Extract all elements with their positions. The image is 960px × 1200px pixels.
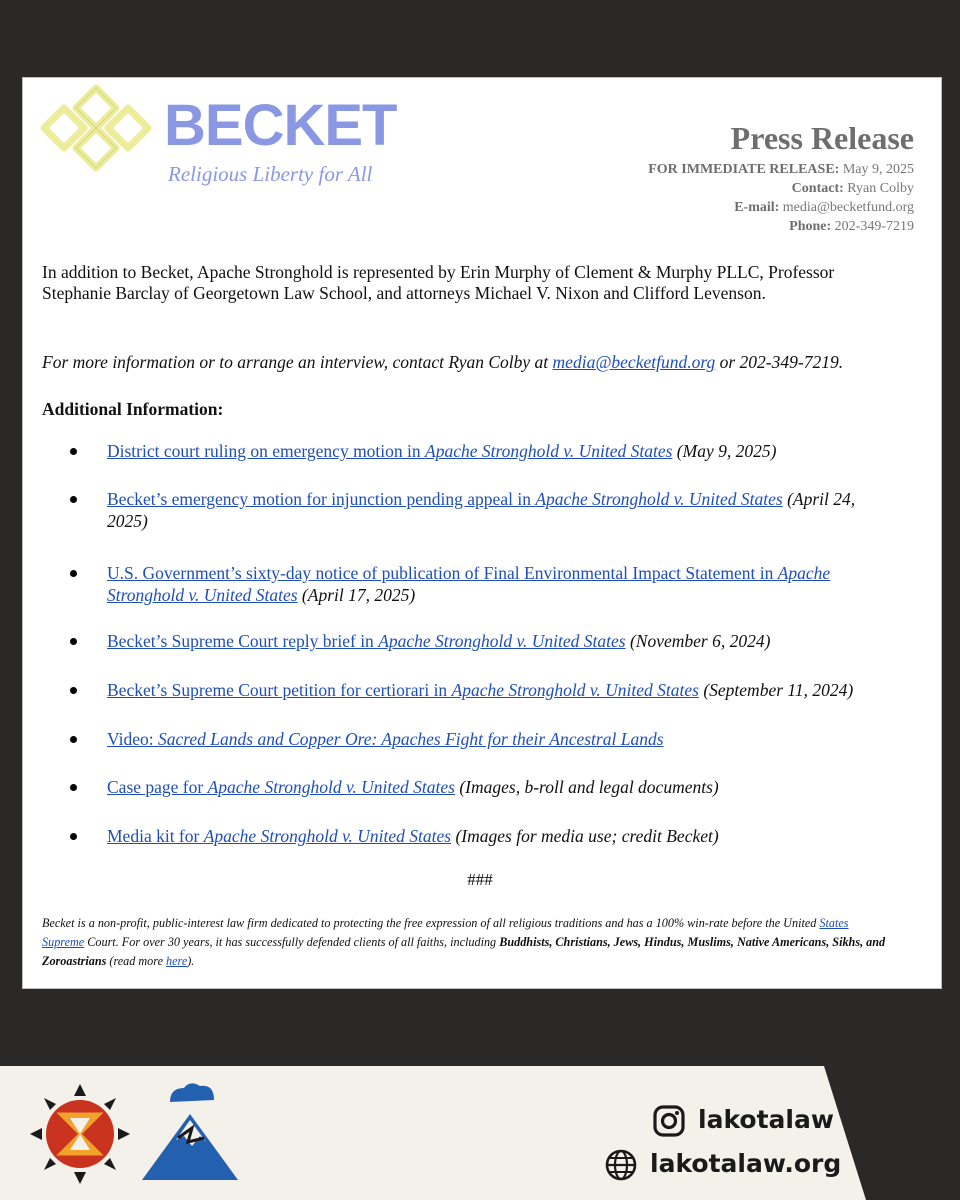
supreme-court-link[interactable]: States Supreme xyxy=(42,916,849,949)
bullet-icon xyxy=(70,833,77,840)
list-item: Becket’s Supreme Court reply brief in Apache Stronghold v. United States (November 6, 2024) xyxy=(70,630,890,652)
email-label: E-mail: xyxy=(734,200,780,215)
contact-email: media@becketfund.org xyxy=(782,200,914,215)
contact-text-pre: For more information or to arrange an interview, contact Ryan Colby at xyxy=(42,352,553,372)
becket-knot-logo-icon xyxy=(40,84,152,172)
representation-paragraph: In addition to Becket, Apache Stronghold is represented by Erin Murphy of Clement & Murphy PLLC, Professor Stephanie Barclay of Georgetown Law School, and attorneys Michael V. Nixon and Clifford Levenson. xyxy=(42,262,835,303)
list-item: District court ruling on emergency motion in Apache Stronghold v. United States (May 9, 2025) xyxy=(70,440,890,462)
website-link[interactable]: lakotalaw.org xyxy=(650,1149,842,1178)
contact-phone: 202-349-7219 xyxy=(834,219,914,234)
release-date: May 9, 2025 xyxy=(842,162,914,177)
list-item: Becket’s Supreme Court petition for certiorari in Apache Stronghold v. United States (September 11, 2024) xyxy=(70,679,890,701)
resource-link[interactable]: Becket’s Supreme Court petition for certiorari in Apache Stronghold v. United States xyxy=(107,680,699,700)
list-item: Media kit for Apache Stronghold v. United States (Images for media use; credit Becket) xyxy=(70,825,890,847)
read-more-link[interactable]: here xyxy=(166,954,188,968)
bullet-icon xyxy=(70,736,77,743)
additional-info-heading: Additional Information: xyxy=(42,399,224,419)
becket-wordmark: BECKET xyxy=(164,93,397,158)
press-release-meta xyxy=(648,160,914,236)
list-item xyxy=(70,728,890,750)
bullet-icon xyxy=(70,638,77,645)
contact-text-post: or 202-349-7219. xyxy=(715,352,844,372)
resource-link[interactable]: Becket’s emergency motion for injunction pending appeal in Apache Stronghold v. United States xyxy=(107,489,783,509)
bullet-icon xyxy=(70,448,77,455)
bullet-icon xyxy=(70,570,77,577)
resource-link[interactable]: Video: Sacred Lands and Copper Ore: Apaches Fight for their Ancestral Lands xyxy=(107,729,664,749)
bullet-icon xyxy=(70,496,77,503)
resource-link[interactable]: U.S. Government’s sixty-day notice of publication of Final Environmental Impact Statement in Apache Stronghold v. United States xyxy=(107,563,831,605)
phone-label: Phone: xyxy=(789,219,832,234)
corner-accent xyxy=(824,1066,960,1200)
contact-paragraph xyxy=(42,352,902,373)
mountain-cloud-icon xyxy=(140,1080,240,1182)
globe-icon xyxy=(604,1148,638,1182)
instagram-handle[interactable]: lakotalaw xyxy=(698,1105,834,1134)
becket-tagline: Religious Liberty for All xyxy=(168,162,373,186)
resource-link[interactable]: Media kit for Apache Stronghold v. United States xyxy=(107,826,452,846)
list-item: U.S. Government’s sixty-day notice of publication of Final Environmental Impact Statement in Apache Stronghold v. United States (April 17, 2025) xyxy=(70,562,890,606)
press-release-title: Press Release xyxy=(730,120,914,156)
end-marker: ### xyxy=(467,870,493,889)
sun-emblem-icon xyxy=(26,1080,134,1188)
instagram-icon xyxy=(652,1104,686,1138)
bullet-icon xyxy=(70,687,77,694)
contact-name: Ryan Colby xyxy=(847,181,914,196)
contact-label: Contact: xyxy=(791,181,844,196)
bullet-icon xyxy=(70,784,77,791)
faiths-list: Buddhists, Christians, Jews, Hindus, Muslims, Native Americans, Sikhs, and Zoroastrians xyxy=(42,935,886,968)
resource-link[interactable]: Case page for Apache Stronghold v. United States xyxy=(107,777,455,797)
becket-about-note: Becket is a non-profit, public-interest law firm dedicated to protecting the free expression of all religious traditions and has a 100% win-rate before the United States Supreme Court. For over 30 years, it has successfully defended clients of all faiths, including Buddhists, Christians, Jews, Hindus, Muslims, Native Americans, Sikhs, and Zoroastrians (read more here). xyxy=(42,916,886,968)
list-item: Becket’s emergency motion for injunction pending appeal in Apache Stronghold v. United States (April 24, 2025) xyxy=(70,488,890,532)
resource-link[interactable]: Becket’s Supreme Court reply brief in Apache Stronghold v. United States xyxy=(107,631,626,651)
resource-link[interactable]: District court ruling on emergency motion in Apache Stronghold v. United States xyxy=(107,441,673,461)
release-label: FOR IMMEDIATE RELEASE: xyxy=(648,162,840,177)
list-item: Case page for Apache Stronghold v. United States (Images, b-roll and legal documents) xyxy=(70,776,890,798)
media-email-link[interactable]: media@becketfund.org xyxy=(552,352,716,372)
